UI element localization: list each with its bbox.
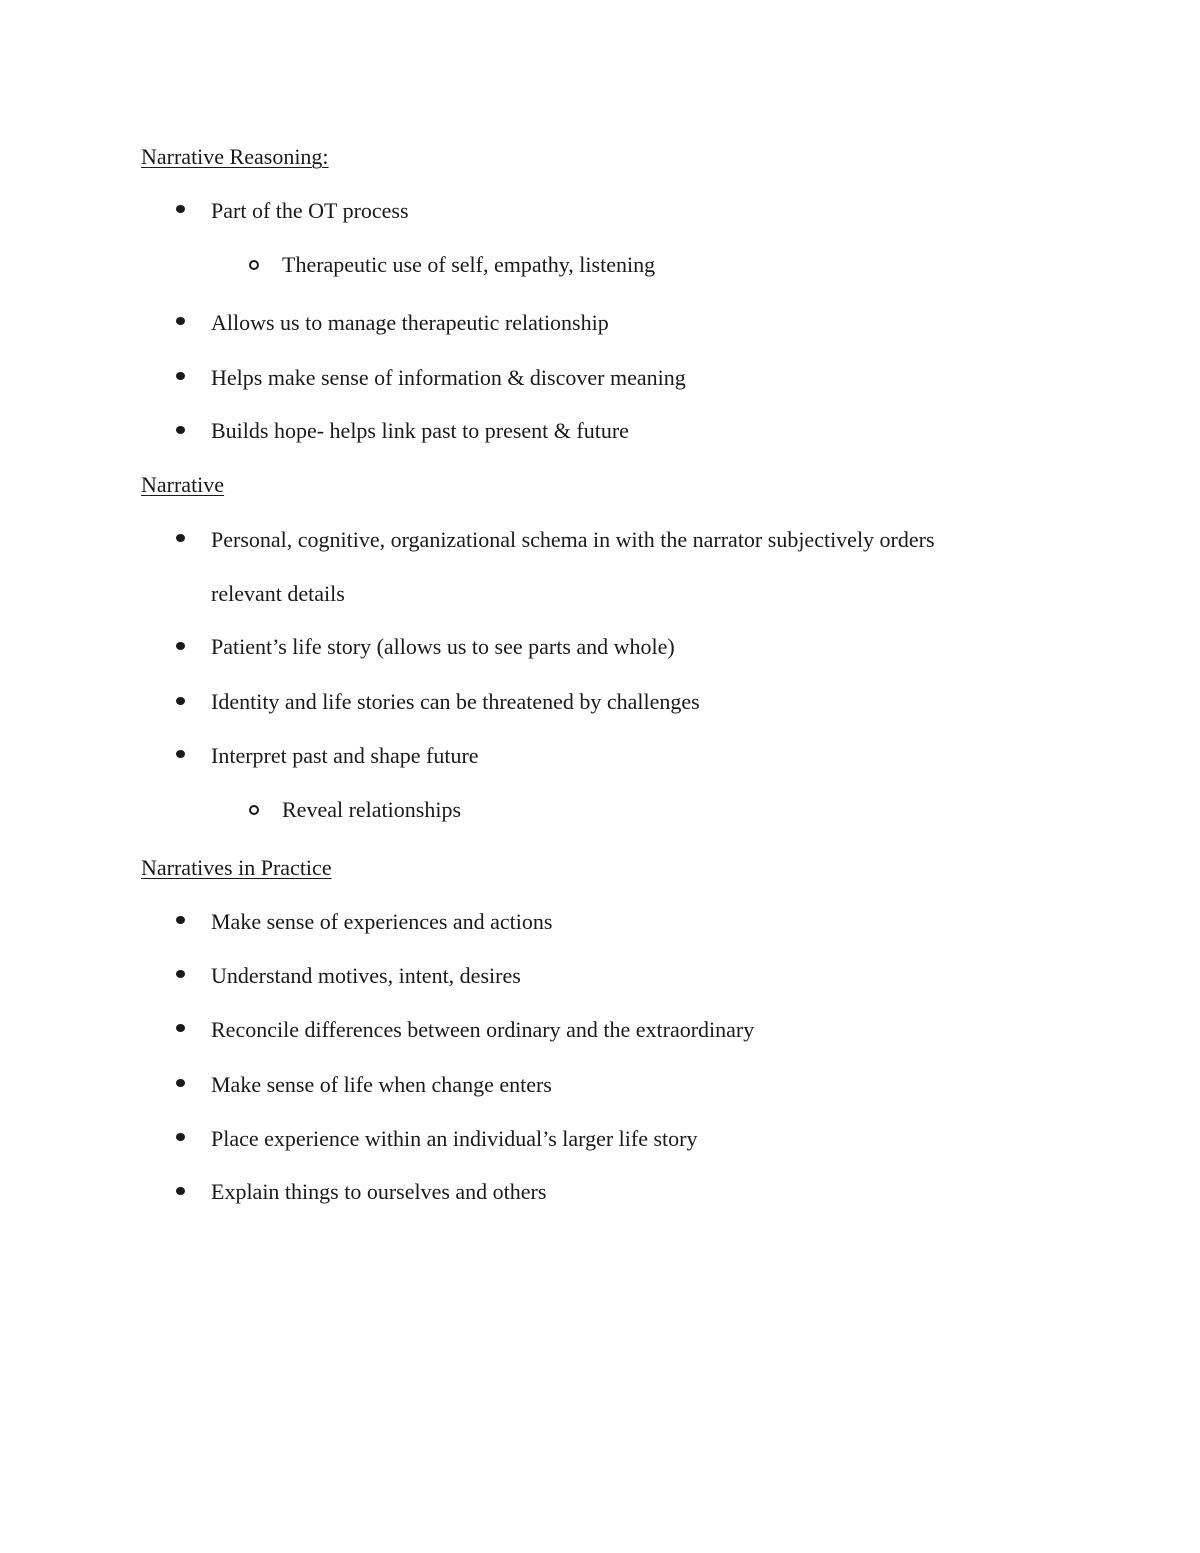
list-item: Identity and life stories can be threatened by challenges bbox=[211, 689, 700, 714]
list-item: Make sense of life when change enters bbox=[211, 1072, 552, 1097]
list-item: Make sense of experiences and actions bbox=[211, 909, 553, 934]
bullet-icon bbox=[176, 1024, 185, 1032]
list-item: Personal, cognitive, organizational schema in with the narrator subjectively orders bbox=[211, 527, 935, 552]
list-item: Patient’s life story (allows us to see parts and whole) bbox=[211, 634, 675, 659]
section-heading-narrative-reasoning: Narrative Reasoning: bbox=[141, 144, 329, 169]
bullet-icon bbox=[176, 1187, 185, 1195]
list-item: Builds hope- helps link past to present & future bbox=[211, 418, 629, 443]
bullet-icon bbox=[176, 1133, 185, 1141]
hollow-bullet-icon bbox=[249, 260, 259, 270]
bullet-icon bbox=[176, 1079, 185, 1087]
list-item: Part of the OT process bbox=[211, 198, 409, 223]
list-item: Helps make sense of information & discover meaning bbox=[211, 365, 686, 390]
list-item: Explain things to ourselves and others bbox=[211, 1179, 547, 1204]
bullet-icon bbox=[176, 317, 185, 325]
section-heading-narratives-in-practice: Narratives in Practice bbox=[141, 855, 332, 880]
bullet-icon bbox=[176, 970, 185, 978]
bullet-icon bbox=[176, 372, 185, 380]
list-item: Interpret past and shape future bbox=[211, 743, 479, 768]
bullet-icon bbox=[176, 697, 185, 705]
bullet-icon bbox=[176, 642, 185, 650]
list-item: Place experience within an individual’s larger life story bbox=[211, 1126, 698, 1151]
bullet-icon bbox=[176, 534, 185, 542]
hollow-bullet-icon bbox=[249, 805, 259, 815]
bullet-icon bbox=[176, 426, 185, 434]
list-item: Understand motives, intent, desires bbox=[211, 963, 521, 988]
sub-list-item: Therapeutic use of self, empathy, listening bbox=[282, 252, 656, 277]
list-item: Allows us to manage therapeutic relationship bbox=[211, 310, 609, 335]
list-item: Reconcile differences between ordinary and the extraordinary bbox=[211, 1017, 755, 1042]
sub-list-item: Reveal relationships bbox=[282, 797, 462, 822]
section-heading-narrative: Narrative bbox=[141, 472, 225, 497]
bullet-icon bbox=[176, 750, 185, 758]
bullet-icon bbox=[176, 205, 185, 213]
bullet-icon bbox=[176, 916, 185, 924]
list-item-continuation: relevant details bbox=[211, 581, 345, 606]
